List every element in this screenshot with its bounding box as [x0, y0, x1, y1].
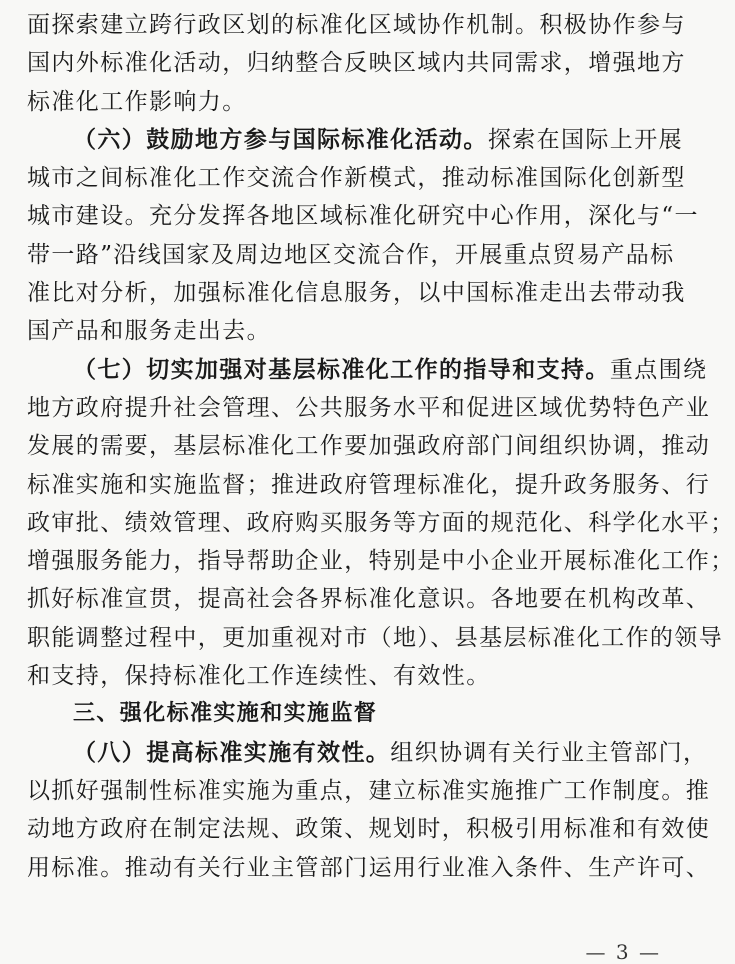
- text-line: [27, 197, 699, 235]
- text-run: 标准化工作影响力。: [27, 88, 247, 115]
- text-run: 城市之间标准化工作交流合作新模式，推动标准国际化创新型: [27, 165, 686, 192]
- text-run: 抓好标准宣贯，提高社会各界标准化意识。各地要在机构改革、: [27, 586, 711, 613]
- section-heading: [27, 695, 667, 733]
- text-line: [27, 849, 711, 887]
- text-line: [27, 274, 686, 312]
- text-run: 重点围绕: [609, 356, 708, 383]
- text-run: 三、强化标准实施和实施监督: [73, 701, 378, 727]
- text-run: 面探索建立跨行政区划的标准化区域协作机制。积极协作参与: [27, 12, 686, 38]
- text-line: [27, 351, 708, 389]
- text-line: [27, 657, 667, 695]
- text-run: 增强服务能力，指导帮助企业，特别是中小企业开展标准化工作；: [27, 548, 735, 575]
- text-line: [27, 580, 711, 618]
- text-line: [27, 504, 735, 542]
- paragraph-heading: （八）提高标准实施有效性。: [73, 738, 391, 766]
- text-run: 以抓好强制性标准实施为重点，建立标准实施推广工作制度。推: [27, 777, 711, 804]
- paragraph-heading: （七）切实加强对基层标准化工作的指导和支持。: [73, 355, 610, 383]
- text-line: [27, 810, 711, 848]
- text-line: [27, 772, 711, 810]
- text-line: [27, 6, 686, 44]
- text-line: [27, 159, 686, 197]
- page-number: — 3 —: [585, 940, 661, 964]
- text-line: [27, 619, 724, 657]
- paragraph-heading: （六）鼓励地方参与国际标准化活动。: [73, 125, 488, 153]
- text-run: 城市建设。充分发挥各地区域标准化研究中心作用，深化与“一: [27, 203, 699, 230]
- text-line: [27, 389, 711, 427]
- text-line: [27, 312, 667, 350]
- text-run: 职能调整过程中，更加重视对市（地）、县基层标准化工作的领导: [27, 624, 724, 651]
- text-run: 组织协调有关行业主管部门，: [390, 739, 708, 766]
- text-line: [27, 83, 667, 121]
- text-line: [27, 542, 735, 580]
- text-run: 用标准。推动有关行业主管部门运用行业准入条件、生产许可、: [27, 854, 711, 881]
- text-line: [27, 466, 711, 504]
- body-text: [27, 6, 735, 887]
- text-line: [27, 236, 675, 274]
- text-run: 国内外标准化活动，归纳整合反映区域内共同需求，增强地方: [27, 50, 686, 77]
- text-run: 发展的需要，基层标准化工作要加强政府部门间组织协调，推动: [27, 433, 711, 460]
- text-line: [27, 734, 708, 772]
- text-run: 带一路”沿线国家及周边地区交流合作，开展重点贸易产品标: [27, 241, 675, 268]
- text-line: [27, 44, 686, 82]
- text-run: 政审批、绩效管理、政府购买服务等方面的规范化、科学化水平；: [27, 509, 735, 536]
- text-run: 标准实施和实施监督；推进政府管理标准化，提升政务服务、行: [27, 471, 711, 498]
- text-run: 准比对分析，加强标准化信息服务，以中国标准走出去带动我: [27, 280, 686, 307]
- text-line: [27, 427, 711, 465]
- text-run: 国产品和服务走出去。: [27, 318, 271, 345]
- text-run: 和支持，保持标准化工作连续性、有效性。: [27, 663, 491, 690]
- text-line: [27, 121, 684, 159]
- text-run: 地方政府提升社会管理、公共服务水平和促进区域优势特色产业: [27, 394, 711, 421]
- text-run: 动地方政府在制定法规、政策、规划时，积极引用标准和有效使: [27, 816, 711, 843]
- text-run: 探索在国际上开展: [487, 126, 684, 153]
